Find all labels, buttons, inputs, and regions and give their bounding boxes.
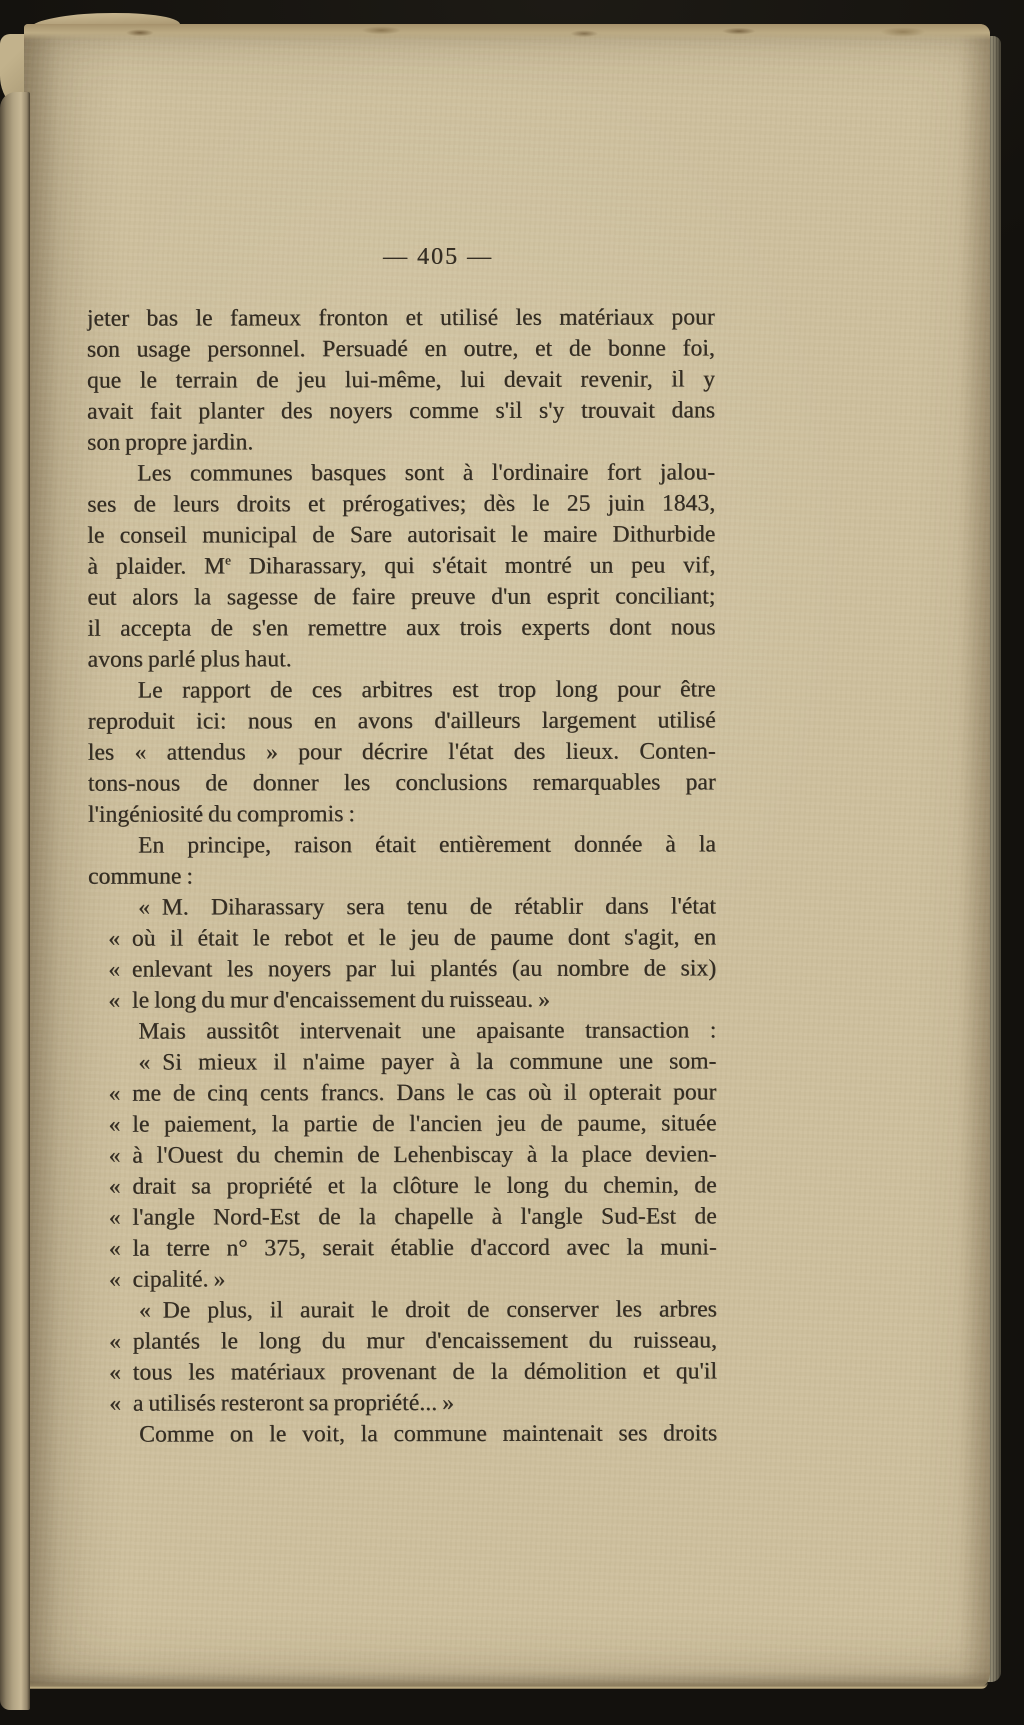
text-line: ses de leurs droits et prérogatives; dès le 25 juin 1843, [87,490,716,518]
text-line: « le long du mur d'encaissement du ruisseau. » [108,986,551,1014]
text-line: eut alors la sagesse de faire preuve d'un esprit conciliant; [87,583,716,611]
text-line: les « attendus » pour décrire l'état des lieux. Conten- [87,738,716,766]
book-page [24,24,990,1688]
text-line: jeter bas le fameux fronton et utilisé les matériaux pour [86,304,715,332]
text-line: reproduit ici: nous en avons d'ailleurs largement utilisé [87,707,716,735]
text-line: « l'angle Nord-Est de la chapelle à l'angle Sud-Est de [108,1203,717,1231]
text-line: avons parlé plus haut. [87,646,292,673]
text-line: tons-nous de donner les conclusions remarquables par [87,769,716,797]
text-line: « enlevant les noyers par lui plantés (au nombre de six) [108,955,717,983]
text-line: son propre jardin. [87,429,254,456]
text-line: « a utilisés resteront sa propriété... » [109,1389,455,1417]
text-line: « où il était le rebot et le jeu de paume dont s'agit, en [108,924,717,952]
gutter-page-fold [0,92,30,1710]
text-line: « M. Diharassary sera tenu de rétablir dans l'état [138,893,717,921]
text-line: « Si mieux il n'aime payer à la commune une som- [138,1048,717,1076]
text-line: « le paiement, la partie de l'ancien jeu de paume, située [108,1110,717,1138]
text-line: le conseil municipal de Sare autorisait le maire Dithurbide [87,521,716,549]
text-line: Les communes basques sont à l'ordinaire fort jalou- [137,459,716,487]
text-line: En principe, raison était entièrement donnée à la [137,831,716,859]
text-line: Le rapport de ces arbitres est trop long pour être [137,676,716,704]
text-block [87,302,717,1450]
text-line: que le terrain de jeu lui-même, lui devait revenir, il y [86,366,715,394]
text-line: « plantés le long du mur d'encaissement du ruisseau, [108,1327,717,1355]
text-line: son usage personnel. Persuadé en outre, et de bonne foi, [86,335,715,363]
text-line: « tous les matériaux provenant de la démolition et qu'il [109,1358,718,1386]
text-line: à plaider. Me Diharassary, qui s'était montré un peu vif, [87,552,716,580]
text-line: avait fait planter des noyers comme s'il s'y trouvait dans [86,397,716,425]
text-line: « la terre n° 375, serait établie d'accord avec la muni- [108,1234,717,1262]
text-line: l'ingéniosité du compromis : [87,801,355,828]
text-line: Mais aussitôt intervenait une apaisante transaction : [138,1017,717,1045]
text-line: « cipalité. » [108,1266,226,1293]
text-line: il accepta de s'en remettre aux trois experts dont nous [87,614,716,642]
text-line: Comme on le voit, la commune maintenait ses droits [139,1420,718,1448]
text-line: commune : [87,863,194,890]
text-line: « De plus, il aurait le droit de conserver les arbres [138,1296,717,1324]
page-number: — 405 — [383,244,493,270]
text-line: « à l'Ouest du chemin de Lehenbiscay à la place devien- [108,1141,717,1169]
text-line: « me de cinq cents francs. Dans le cas où il opterait pour [108,1079,717,1107]
text-line: « drait sa propriété et la clôture le long du chemin, de [108,1172,717,1200]
